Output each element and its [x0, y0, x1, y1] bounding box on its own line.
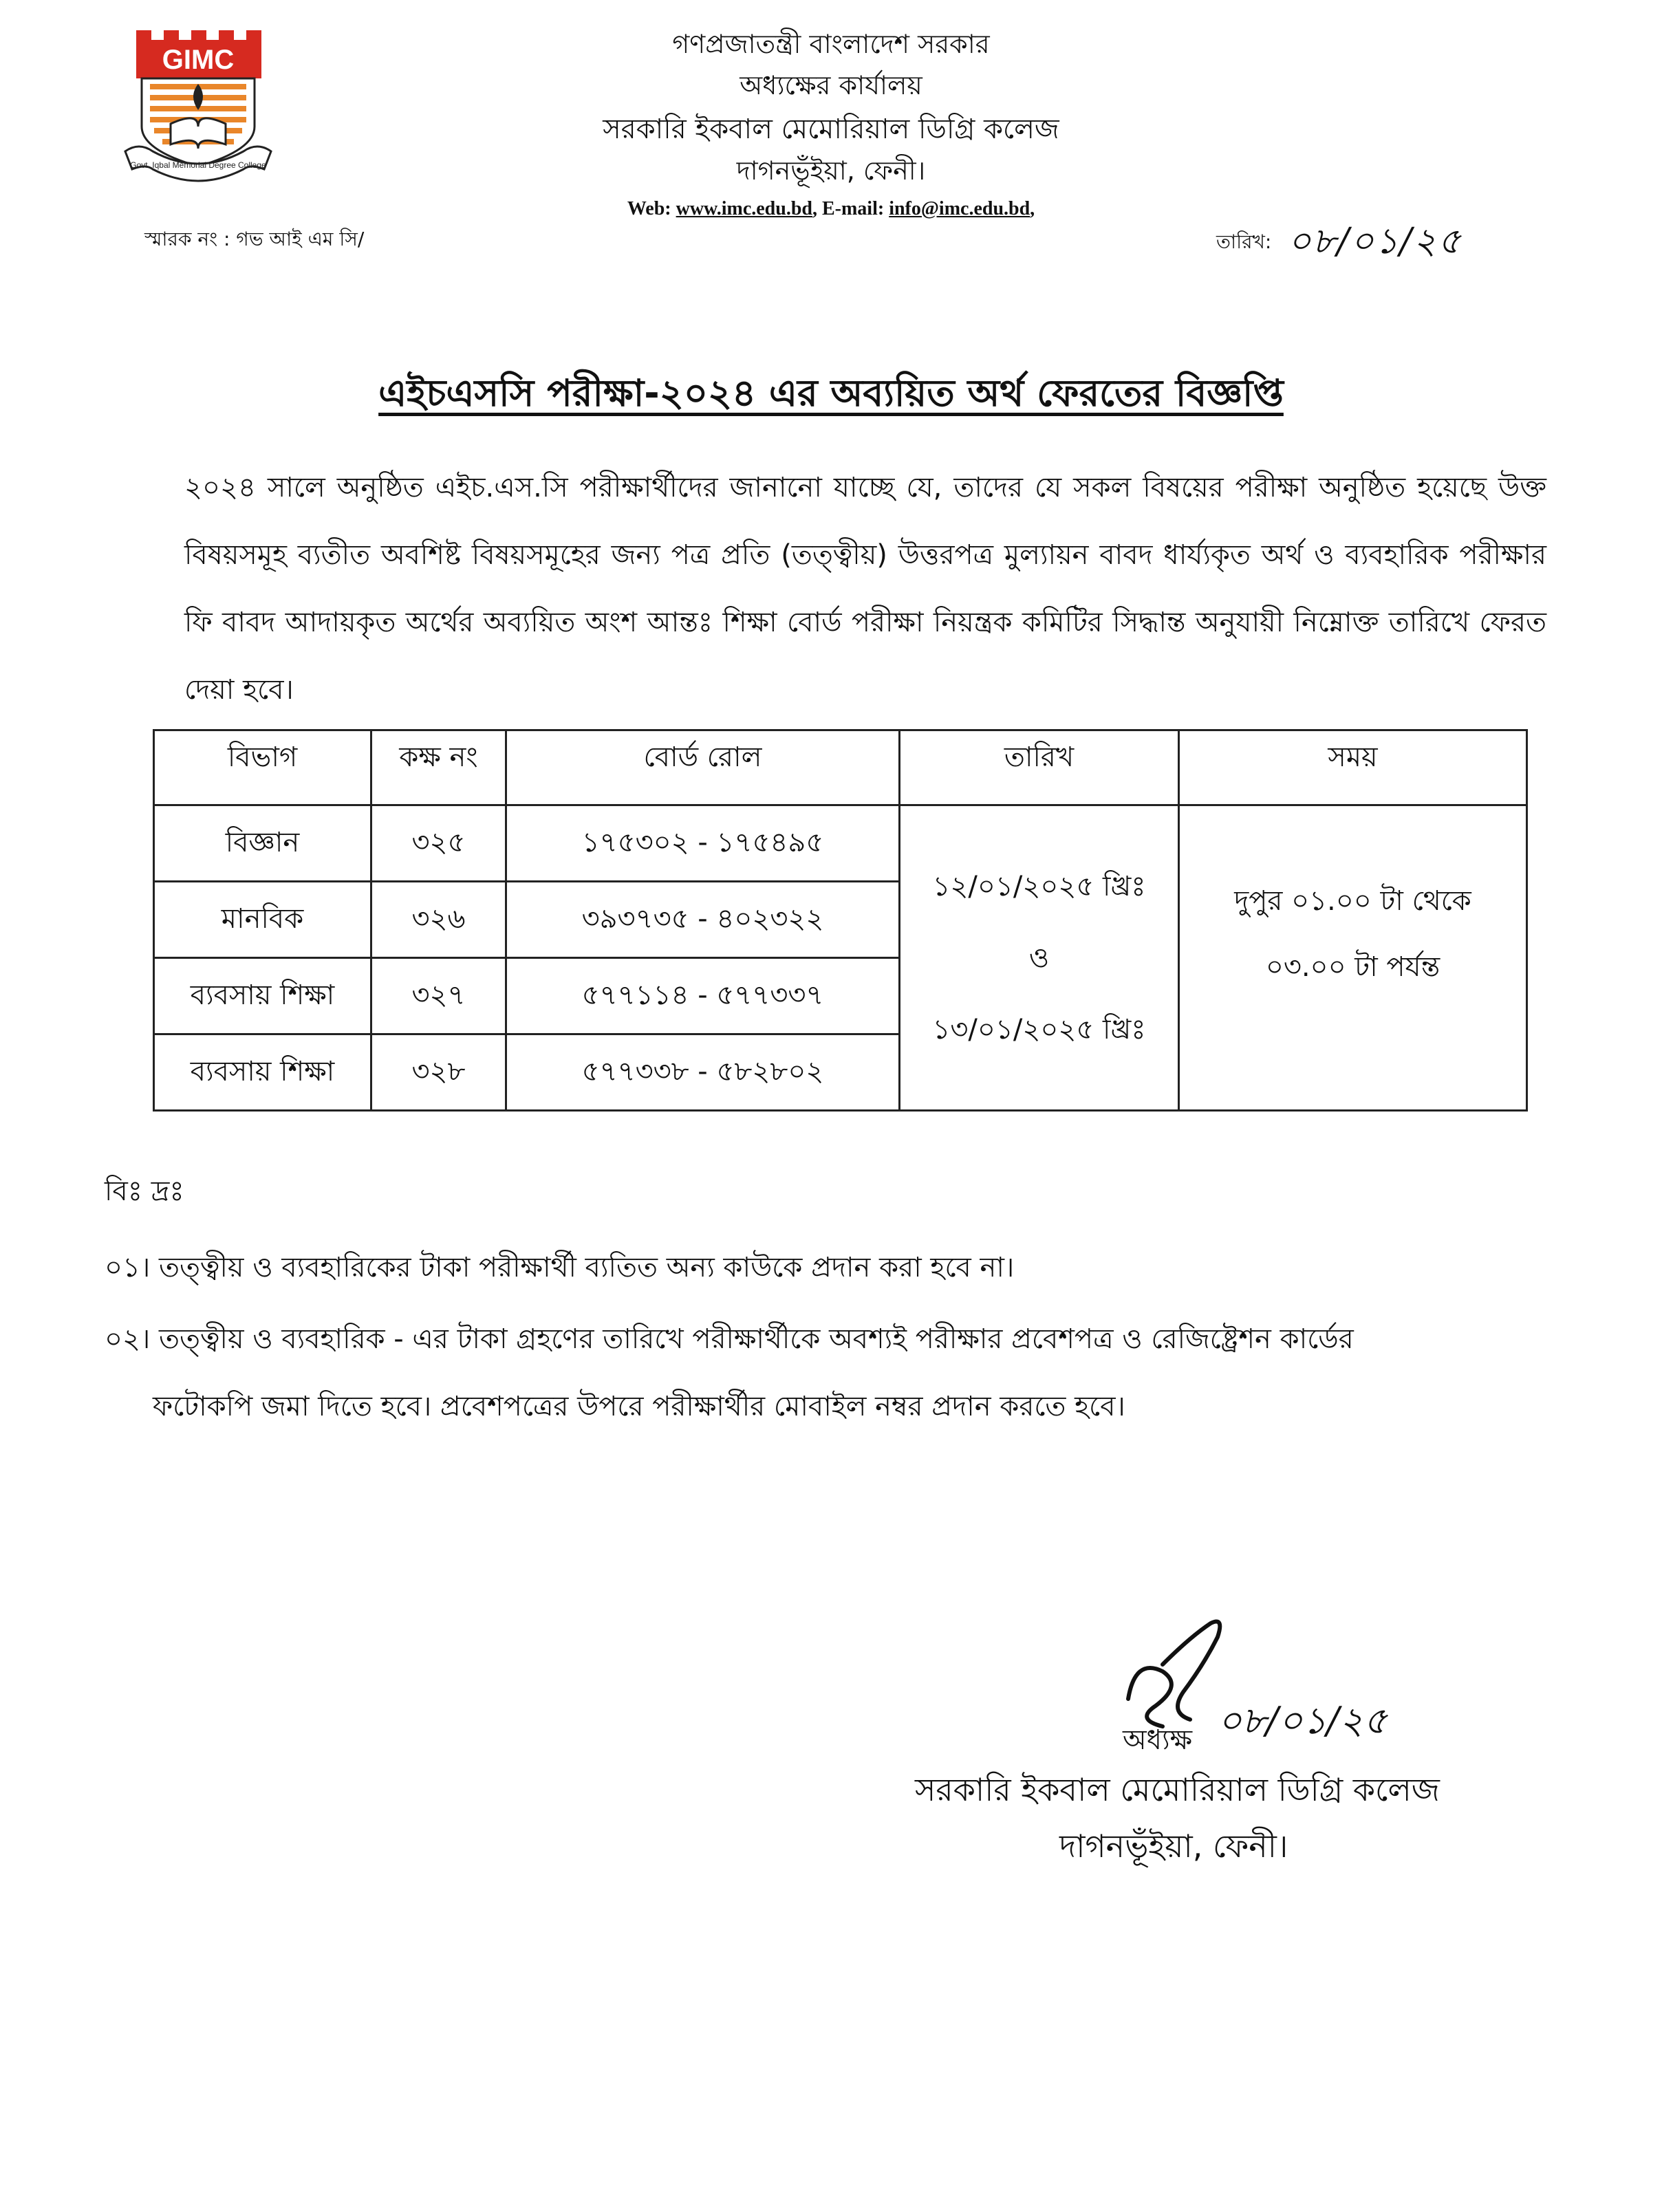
email-label: , E-mail:	[812, 198, 889, 219]
signatory-place: দাগনভূঁইয়া, ফেনী।	[1059, 1828, 1288, 1865]
date-conjunction: ও	[1028, 942, 1050, 974]
signatory-college: সরকারি ইকবাল মেমোরিয়াল ডিগ্রি কলেজ	[915, 1771, 1440, 1808]
note-2-text: তত্ত্বীয় ও ব্যবহারিক - এর টাকা গ্রহণের তারিখে পরীক্ষার্থীকে অবশ্যই পরীক্ষার প্রবেশপত্র ও রেজিষ্ট্রেশন কার্ডের	[159, 1323, 1354, 1355]
time-start: দুপুর ০১.০০ টা থেকে	[1234, 885, 1471, 917]
note-1	[105, 1234, 1014, 1301]
time-end: ০৩.০০ টা পর্যন্ত	[1265, 951, 1440, 983]
cell-dept: ব্যবসায় শিক্ষা	[154, 958, 371, 1034]
notice-body: ২০২৪ সালে অনুষ্ঠিত এইচ.এস.সি পরীক্ষার্থীদের জানানো যাচ্ছে যে, তাদের যে সকল বিষয়ের পরীক্ষা অনুষ্ঠিত হয়েছে উক্ত বিষয়সমূহ ব্যতীত অবশিষ্ট বিষয়সমূহের জন্য পত্র প্রতি (তত্ত্বীয়) উত্তরপত্র মুল্যায়ন বাবদ ধার্য্যকৃত অর্থ ও ব্যবহারিক পরীক্ষার ফি বাবদ আদায়কৃত অর্থের অব্যয়িত অংশ আন্তঃ শিক্ষা বোর্ড পরীক্ষা নিয়ন্ত্রক কমিটির সিদ্ধান্ত অনুযায়ী নিম্নোক্ত তারিখে ফেরত দেয়া হবে।	[184, 472, 1546, 706]
memo-number: স্মারক নং : গভ আই এম সি/	[144, 228, 365, 250]
note-1-text: তত্ত্বীয় ও ব্যবহারিকের টাকা পরীক্ষার্থী ব্যতিত অন্য কাউকে প্রদান করা হবে না।	[159, 1252, 1015, 1283]
col-header-time: সময়	[1179, 730, 1527, 805]
signatory-designation: অধ্যক্ষ	[1123, 1724, 1193, 1756]
web-label: Web:	[627, 198, 676, 219]
table-header-row	[154, 730, 1527, 805]
notes-heading: বিঃ দ্রঃ	[105, 1175, 184, 1207]
header-college-name: সরকারি ইকবাল মেমোরিয়াল ডিগ্রি কলেজ	[603, 113, 1059, 145]
email-link[interactable]: info@imc.edu.bd	[889, 198, 1030, 219]
email-suffix: ,	[1030, 198, 1035, 219]
header-government: গণপ্রজাতন্ত্রী বাংলাদেশ সরকার	[672, 29, 990, 59]
date-label: তারিখ:	[1216, 230, 1272, 253]
signature-date: ০৮/০১/২৫	[1218, 1699, 1388, 1742]
cell-dept: বিজ্ঞান	[154, 805, 371, 882]
cell-dept: ব্যবসায় শিক্ষা	[154, 1034, 371, 1111]
cell-room: ৩২৮	[371, 1034, 506, 1111]
cell-room: ৩২৫	[371, 805, 506, 882]
date-value: ০৮/০১/২৫	[1288, 221, 1463, 262]
cell-room: ৩২৭	[371, 958, 506, 1034]
date-1: ১২/০১/২০২৫ খ্রিঃ	[932, 870, 1146, 902]
cell-dates	[900, 805, 1179, 1111]
website-link[interactable]: www.imc.edu.bd	[676, 198, 812, 219]
col-header-dept: বিভাগ	[154, 730, 371, 805]
header-office: অধ্যক্ষের কার্যালয়	[740, 70, 922, 100]
note-1-number: ০১।	[105, 1252, 151, 1283]
header-location: দাগনভূঁইয়া, ফেনী।	[736, 155, 926, 186]
cell-roll: ৫৭৭১১৪ - ৫৭৭৩৩৭	[506, 958, 900, 1034]
note-2-number: ০২।	[105, 1323, 151, 1355]
cell-roll: ১৭৫৩০২ - ১৭৫৪৯৫	[506, 805, 900, 882]
refund-schedule-table	[153, 729, 1528, 1112]
cell-room: ৩২৬	[371, 882, 506, 958]
logo-ribbon-text: Govt. Iqbal Memorial Degree College	[130, 160, 266, 170]
note-2	[105, 1305, 1522, 1440]
logo-text: GIMC	[162, 45, 235, 75]
cell-roll: ৫৭৭৩৩৮ - ৫৮২৮০২	[506, 1034, 900, 1111]
cell-dept: মানবিক	[154, 882, 371, 958]
notice-title: এইচএসসি পরীক্ষা-২০২৪ এর অব্যয়িত অর্থ ফেরতের বিজ্ঞপ্তি	[378, 371, 1284, 415]
col-header-date: তারিখ	[900, 730, 1179, 805]
note-2-continuation: ফটোকপি জমা দিতে হবে। প্রবেশপত্রের উপরে পরীক্ষার্থীর মোবাইল নম্বর প্রদান করতে হবে।	[153, 1391, 1125, 1422]
cell-time	[1179, 805, 1527, 1111]
col-header-room: কক্ষ নং	[371, 730, 506, 805]
table-row	[154, 805, 1527, 882]
col-header-roll: বোর্ড রোল	[506, 730, 900, 805]
cell-roll: ৩৯৩৭৩৫ - ৪০২৩২২	[506, 882, 900, 958]
date-2: ১৩/০১/২০২৫ খ্রিঃ	[932, 1013, 1146, 1045]
